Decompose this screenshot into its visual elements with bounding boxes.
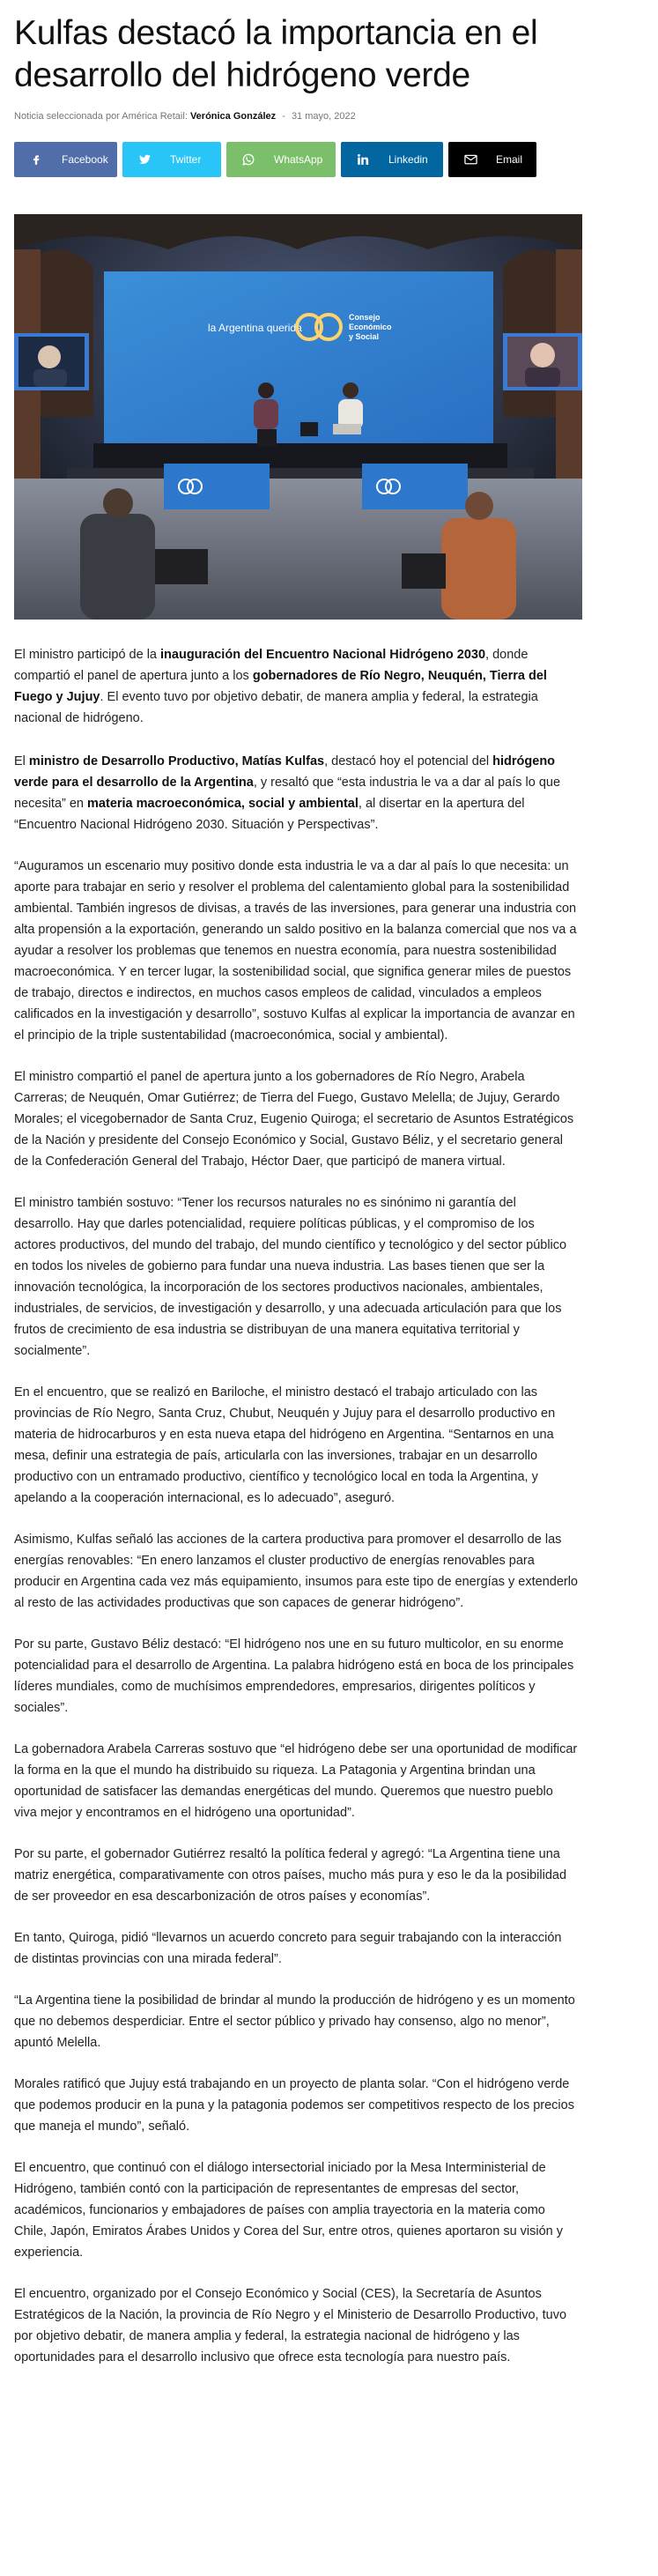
article-body (14, 644, 578, 2368)
paragraph-1 (14, 644, 578, 729)
backdrop-logo-line1: Consejo (349, 313, 381, 322)
p1-text-c: , donde compartió el panel de apertura junto a los (14, 648, 529, 683)
share-facebook-button[interactable] (14, 142, 117, 177)
twitter-icon (135, 150, 154, 169)
paragraph-9: La gobernadora Arabela Carreras sostuvo que “el hidrógeno debe ser una oportunidad de modificar la forma en la que el mundo ha distribuido su riqueza. La Patagonia y Argentina brindan una oportunidad de satisfacer las demandas energéticas del mundo. Queremos que nuestro pueblo viva mejor y encontramos en el hidrógeno una oportunidad”. (14, 1742, 578, 1820)
event-photo (14, 214, 582, 620)
p1-text-e: . El evento tuvo por objetivo debatir, de manera amplia y federal, la estrategia nacional de hidrógeno. (14, 690, 538, 725)
whatsapp-icon (239, 150, 258, 169)
paragraph-8: Por su parte, Gustavo Béliz destacó: “El hidrógeno nos une en su futuro multicolor, en su enorme potencialidad para el desarrollo de Argentina. La palabra hidrógeno está en boca de los principales líderes mundiales, como de muchísimos emprendedores, empresarios, dirigentes políticos y sociales”. (14, 1637, 574, 1715)
article-meta (14, 111, 644, 122)
featured-image (14, 214, 582, 620)
backdrop-text: la Argentina querida (208, 322, 302, 334)
p2-text-c: , destacó hoy el potencial del (324, 754, 493, 768)
share-email-label: Email (496, 153, 523, 166)
paragraph-5: El ministro también sostuvo: “Tener los recursos naturales no es sinónimo ni garantía del desarrollo. Hay que darles potencialidad, requiere políticas públicas, y el compromiso de los actores productivos, del mundo del trabajo, del mundo científico y tecnológico y del sector público en todos los niveles de gobierno para fundar una nueva industria. Las bases tienen que ser la innovación tecnológica, la incorporación de los sectores productivos nacionales, ambientales, industriales, de servicios, de investigación y desarrollo, y una adecuada articulación para que los frutos de crecimiento de esa industria se distribuyan de una manera equitativa territorial y socialmente”. (14, 1196, 567, 1358)
paragraph-4: El ministro compartió el panel de apertura junto a los gobernadores de Río Negro, Arabela Carreras; de Neuquén, Omar Gutiérrez; de Tierra del Fuego, Gustavo Melella; de Jujuy, Gerardo Morales; el vicegobernador de Santa Cruz, Eugenio Quiroga; el secretario de Asuntos Estratégicos de la Nación y presidente del Consejo Económico y Social, Gustavo Béliz, y el secretario general de la Confederación General del Trabajo, Héctor Daer, que participó de manera virtual. (14, 1070, 574, 1169)
p2-text-a: El (14, 754, 29, 768)
backdrop-logo-line3: y Social (349, 332, 380, 341)
share-twitter-label: Twitter (170, 153, 202, 166)
email-icon (461, 150, 480, 169)
backdrop-logo-line2: Económico (349, 323, 392, 331)
facebook-icon (26, 150, 46, 169)
p1-bold-b: inauguración del Encuentro Nacional Hidrógeno 2030 (160, 648, 486, 662)
p2-bold-d: hidrógeno verde para el desarrollo de la Argentina (14, 754, 556, 790)
share-whatsapp-button[interactable] (226, 142, 336, 177)
paragraph-7: Asimismo, Kulfas señaló las acciones de la cartera productiva para promover el desarrollo de las energías renovables: “En enero lanzamos el cluster productivo de energías renovables para producir en Argentina cada vez más equipamiento, insumos para este tipo de energías y extenderlo al resto de las actividades productivas que son capaces de generar hidrógeno”. (14, 1533, 578, 1610)
paragraph-11: En tanto, Quiroga, pidió “llevarnos un acuerdo concreto para seguir trabajando con la interacción de distintas provincias con una mirada federal”. (14, 1931, 562, 1966)
publish-date: 31 mayo, 2022 (291, 111, 356, 122)
share-facebook-label: Facebook (62, 153, 108, 166)
p2-text-g: , al disertar en la apertura del “Encuentro Nacional Hidrógeno 2030. Situación y Perspectivas”. (14, 797, 525, 832)
meta-prefix: Noticia seleccionada por América Retail: (14, 111, 188, 122)
linkedin-icon (353, 150, 373, 169)
p1-bold-d: gobernadores de Río Negro, Neuquén, Tierra del Fuego y Jujuy (14, 669, 547, 704)
paragraph-3: “Auguramos un escenario muy positivo donde esta industria le va a dar al país lo que necesita: un aporte para trabajar en serio y resolver el problema del calentamiento global para la sostenibilidad ambiental. También ingresos de divisas, a través de las inversiones, para generar una industria con alta propensión a la exportación, generando un saldo positivo en la balanza comercial que nos va a ayudar a resolver los problemas que tenemos en nuestra economía, para nuestra sostenibilidad macroeconómica. Y en tercer lugar, la sostenibilidad social, que significa generar miles de puestos de trabajo, directos e indirectos, en muchos casos empleos de calidad, vinculados a empleos calificados en la investigación y desarrollo”, sostuvo Kulfas al explicar la importancia de avanzar en el principio de la triple sustentabilidad (macroeconómica, social y ambiental). (14, 859, 577, 1043)
paragraph-14: El encuentro, que continuó con el diálogo intersectorial iniciado por la Mesa Interministerial de Hidrógeno, también contó con la participación de representantes de empresas del sector, académicos, funcionarios y embajadores de países con amplia trayectoria en la materia como Chile, Japón, Emiratos Árabes Unidos y Corea del Sur, entre otros, quienes aportaron su visión y experiencia. (14, 2161, 564, 2260)
author-link[interactable]: Verónica González (189, 111, 277, 122)
share-whatsapp-label: WhatsApp (274, 153, 323, 166)
p1-text-a: El ministro participó de la (14, 648, 161, 662)
p2-bold-b: ministro de Desarrollo Productivo, Matías Kulfas (28, 754, 325, 768)
paragraph-6: En el encuentro, que se realizó en Bariloche, el ministro destacó el trabajo articulado con las provincias de Río Negro, Santa Cruz, Chubut, Neuquén y Jujuy para el desarrollo productivo en materia de hidrocarburos y en esta nueva etapa del hidrógeno en Argentina. “Sentarnos en una mesa, definir una estrategia de país, articularla con las inversiones, trabajar en un desarrollo productivo con un entramado productivo, científico y tecnológico local en toda la Argentina, y apelando a la cooperación internacional, es lo adecuado”, aseguró. (14, 1385, 556, 1505)
page-title: Kulfas destacó la importancia en el desarrollo del hidrógeno verde (14, 14, 538, 94)
share-email-button[interactable] (448, 142, 536, 177)
p2-bold-f: materia macroeconómica, social y ambiental (87, 797, 359, 811)
share-twitter-button[interactable] (122, 142, 221, 177)
paragraph-13: Morales ratificó que Jujuy está trabajando en un proyecto de planta solar. “Con el hidrógeno verde que podemos producir en la puna y la patagonia podemos ser competitivos respecto de los precios que maneja el mundo”, señaló. (14, 2077, 574, 2134)
meta-separator: - (282, 111, 285, 122)
p2-text-e: , y resaltó que “esta industria le va a dar al país lo que necesita” en (14, 776, 561, 811)
share-linkedin-button[interactable] (341, 142, 443, 177)
paragraph-15: El encuentro, organizado por el Consejo Económico y Social (CES), la Secretaría de Asuntos Estratégicos de la Nación, la provincia de Río Negro y el Ministerio de Desarrollo Productivo, tuvo por objetivo debatir, de manera amplia y federal, la estrategia nacional de hidrógeno y las oportunidades para el desarrollo inclusivo que ofrece esta tecnología para nuestro país. (14, 2287, 567, 2364)
paragraph-10: Por su parte, el gobernador Gutiérrez resaltó la política federal y agregó: “La Argentina tiene una matriz energética, comparativamente con otros países, mucho más pura y eso le da la posibilidad de ser proveedor en esa descarbonización de otros países y economías”. (14, 1847, 567, 1904)
share-bar (14, 142, 644, 177)
share-linkedin-label: Linkedin (388, 153, 428, 166)
paragraph-2 (14, 751, 578, 835)
paragraph-12: “La Argentina tiene la posibilidad de brindar al mundo la producción de hidrógeno y es un momento que no debemos desperdiciar. Entre el sector público y privado hay consenso, algo no menor”, apuntó Melella. (14, 1993, 575, 2050)
